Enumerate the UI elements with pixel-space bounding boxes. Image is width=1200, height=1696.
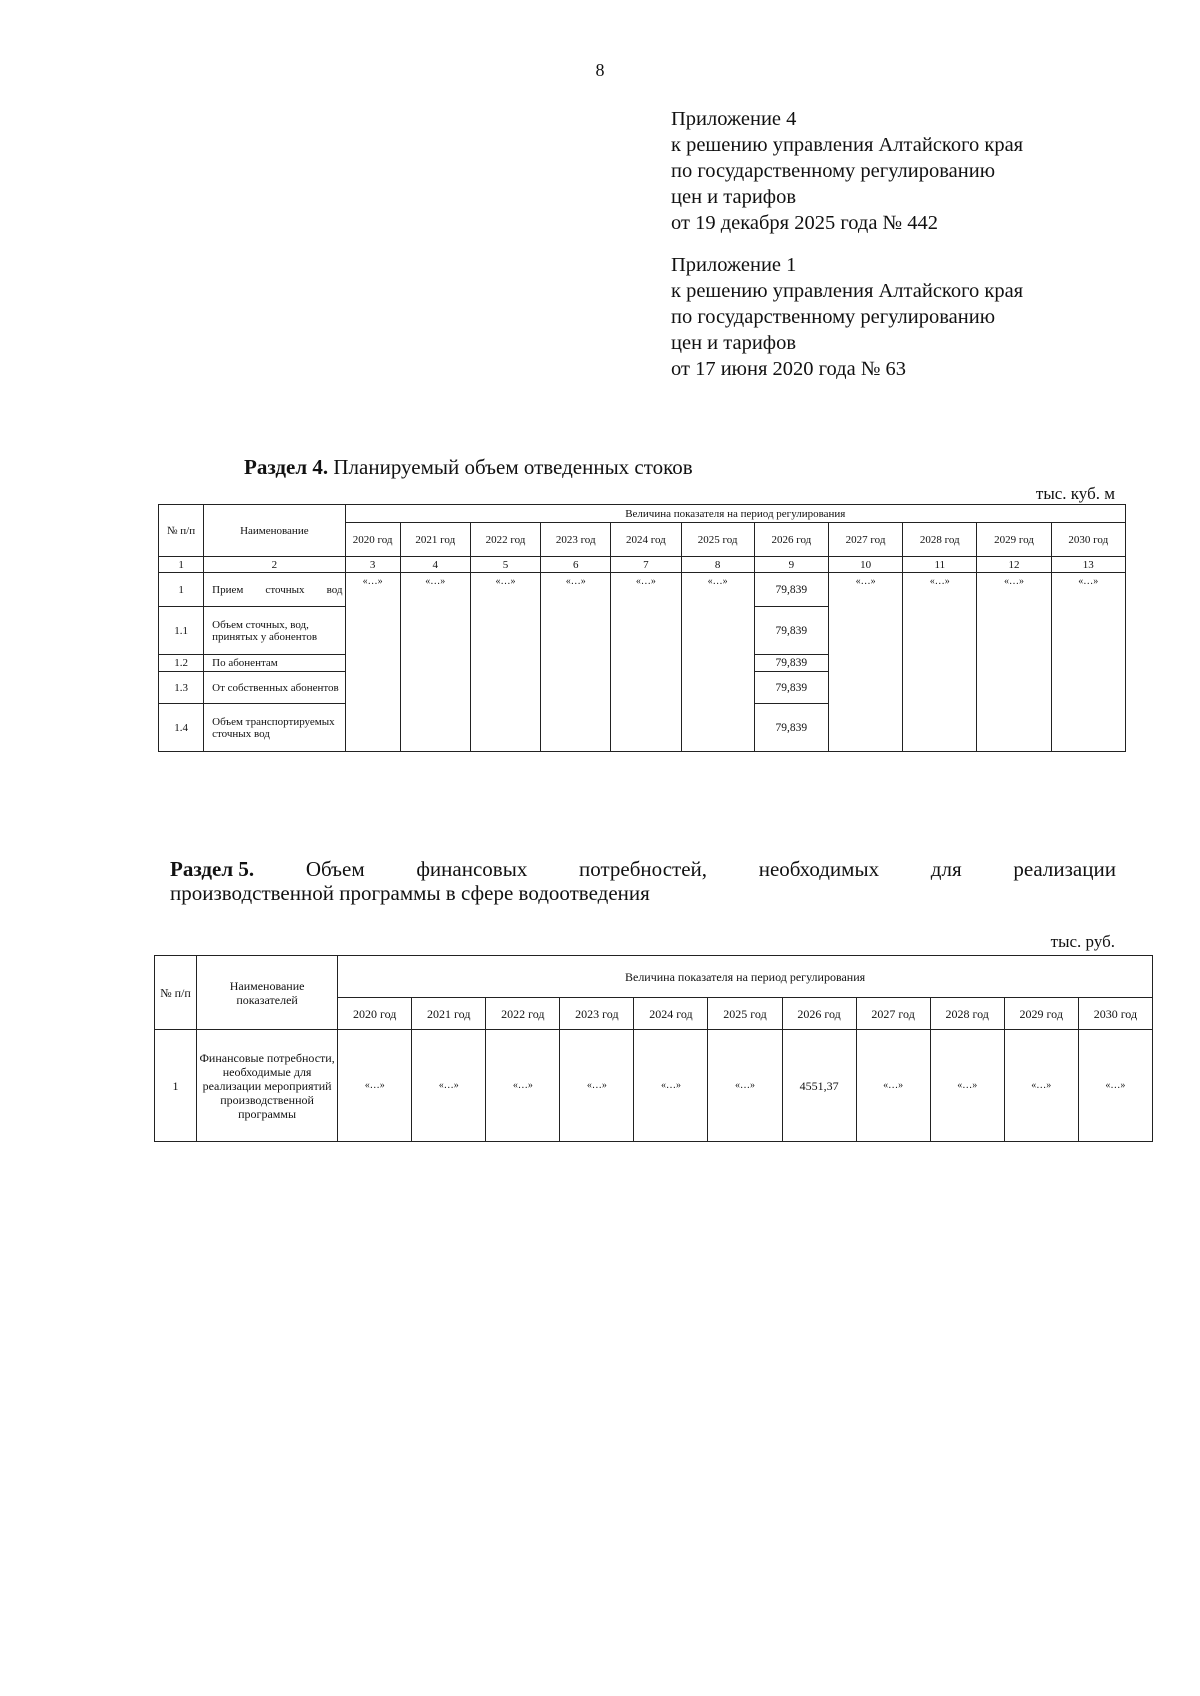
column-number: 9 — [754, 557, 828, 573]
appendix-original-block — [671, 252, 1023, 382]
row-num: 1.4 — [159, 704, 204, 752]
column-number: 3 — [345, 557, 400, 573]
header-year: 2027 год — [828, 523, 902, 557]
section4-label: Раздел 4. — [244, 455, 329, 479]
column-number: 5 — [470, 557, 540, 573]
header-year: 2024 год — [611, 523, 681, 557]
header-num: № п/п — [159, 505, 204, 557]
cell-2026: 79,839 — [754, 655, 828, 672]
section5-heading-line2: производственной программы в сфере водоотведения — [170, 881, 650, 905]
cell-2026: 79,839 — [754, 573, 828, 607]
cell-2026: 79,839 — [754, 704, 828, 752]
header-year: 2024 год — [634, 998, 708, 1030]
section4-title: Планируемый объем отведенных стоков — [333, 455, 693, 479]
section5-table — [154, 955, 1153, 1142]
header-year: 2029 год — [977, 523, 1051, 557]
page-number: 8 — [595, 60, 605, 80]
cell-2023: «…» — [560, 1030, 634, 1142]
cell-2021: «…» — [400, 573, 470, 752]
section5-title-word: финансовых — [416, 857, 528, 881]
row-num: 1 — [159, 573, 204, 607]
column-number: 13 — [1051, 557, 1125, 573]
section4-heading — [244, 455, 693, 480]
header-name: Наименование показателей — [197, 956, 338, 1030]
header-year: 2030 год — [1078, 998, 1152, 1030]
header-year: 2020 год — [345, 523, 400, 557]
section5-title-word: Объем — [305, 857, 365, 881]
appendix-line: цен и тарифов — [671, 332, 797, 354]
appendix-line: Приложение 1 — [671, 254, 797, 276]
row-num: 1.2 — [159, 655, 204, 672]
section4-table — [158, 504, 1126, 752]
column-number: 10 — [828, 557, 902, 573]
cell-2030: «…» — [1078, 1030, 1152, 1142]
cell-2027: «…» — [828, 573, 902, 752]
header-period: Величина показателя на период регулирования — [345, 505, 1125, 523]
cell-2022: «…» — [486, 1030, 560, 1142]
header-year: 2030 год — [1051, 523, 1125, 557]
cell-2024: «…» — [611, 573, 681, 752]
row-num: 1.1 — [159, 607, 204, 655]
appendix-line: цен и тарифов — [671, 186, 797, 208]
header-year: 2021 год — [400, 523, 470, 557]
cell-2030: «…» — [1051, 573, 1125, 752]
cell-2022: «…» — [470, 573, 540, 752]
header-year: 2023 год — [541, 523, 611, 557]
section5-title-word: необходимых — [758, 857, 880, 881]
section4-unit: тыс. куб. м — [1035, 484, 1115, 503]
section5-heading-line1 — [170, 857, 1116, 881]
column-number: 6 — [541, 557, 611, 573]
cell-2025: «…» — [708, 1030, 782, 1142]
appendix-line: от 17 июня 2020 года № 63 — [671, 358, 907, 380]
header-period: Величина показателя на период регулирования — [338, 956, 1153, 998]
section5-unit: тыс. руб. — [1050, 932, 1115, 951]
cell-2024: «…» — [634, 1030, 708, 1142]
column-number: 1 — [159, 557, 204, 573]
header-year: 2022 год — [486, 998, 560, 1030]
header-year: 2028 год — [930, 998, 1004, 1030]
appendix-line: по государственному регулированию — [671, 306, 996, 328]
column-number: 4 — [400, 557, 470, 573]
table-row — [155, 1030, 1153, 1142]
column-number: 2 — [204, 557, 345, 573]
cell-2025: «…» — [681, 573, 754, 752]
row-name: Объем транспортируемых сточных вод — [204, 704, 345, 752]
cell-2026: 79,839 — [754, 607, 828, 655]
row-name: По абонентам — [204, 655, 345, 672]
appendix-line: к решению управления Алтайского края — [671, 280, 1024, 302]
section5-title-word: потребностей, — [579, 857, 707, 881]
header-year: 2022 год — [470, 523, 540, 557]
cell-2023: «…» — [541, 573, 611, 752]
section5-title-word: для — [930, 857, 962, 881]
header-year: 2027 год — [856, 998, 930, 1030]
appendix-line: по государственному регулированию — [671, 160, 996, 182]
appendix-line: Приложение 4 — [671, 108, 797, 130]
header-num: № п/п — [155, 956, 197, 1030]
appendix-current-block — [671, 106, 1023, 236]
cell-2026: 4551,37 — [782, 1030, 856, 1142]
cell-2028: «…» — [903, 573, 977, 752]
table-row — [159, 573, 1126, 607]
cell-2028: «…» — [930, 1030, 1004, 1142]
header-name: Наименование — [204, 505, 345, 557]
cell-2026: 79,839 — [754, 672, 828, 704]
header-year: 2025 год — [708, 998, 782, 1030]
cell-2020: «…» — [345, 573, 400, 752]
header-year: 2023 год — [560, 998, 634, 1030]
row-name: Объем сточных, вод, принятых у абонентов — [204, 607, 345, 655]
column-number: 11 — [903, 557, 977, 573]
column-number: 7 — [611, 557, 681, 573]
cell-2027: «…» — [856, 1030, 930, 1142]
cell-2021: «…» — [412, 1030, 486, 1142]
row-name: От собственных абонентов — [204, 672, 345, 704]
header-year: 2025 год — [681, 523, 754, 557]
column-number: 8 — [681, 557, 754, 573]
row-num: 1 — [155, 1030, 197, 1142]
section5-title-word: реализации — [1013, 857, 1116, 881]
appendix-line: от 19 декабря 2025 года № 442 — [671, 212, 938, 234]
header-year: 2021 год — [412, 998, 486, 1030]
row-num: 1.3 — [159, 672, 204, 704]
header-year: 2029 год — [1004, 998, 1078, 1030]
header-year: 2020 год — [338, 998, 412, 1030]
cell-2020: «…» — [338, 1030, 412, 1142]
appendix-line: к решению управления Алтайского края — [671, 134, 1024, 156]
header-year: 2026 год — [782, 998, 856, 1030]
cell-2029: «…» — [1004, 1030, 1078, 1142]
column-number: 12 — [977, 557, 1051, 573]
row-name: Финансовые потребности, необходимые для реализации мероприятий производственной программы — [197, 1030, 338, 1142]
header-year: 2026 год — [754, 523, 828, 557]
row-name: Прием сточных вод — [204, 573, 345, 607]
section5-label: Раздел 5. — [170, 857, 255, 881]
cell-2029: «…» — [977, 573, 1051, 752]
header-year: 2028 год — [903, 523, 977, 557]
section5-heading — [170, 857, 1116, 905]
